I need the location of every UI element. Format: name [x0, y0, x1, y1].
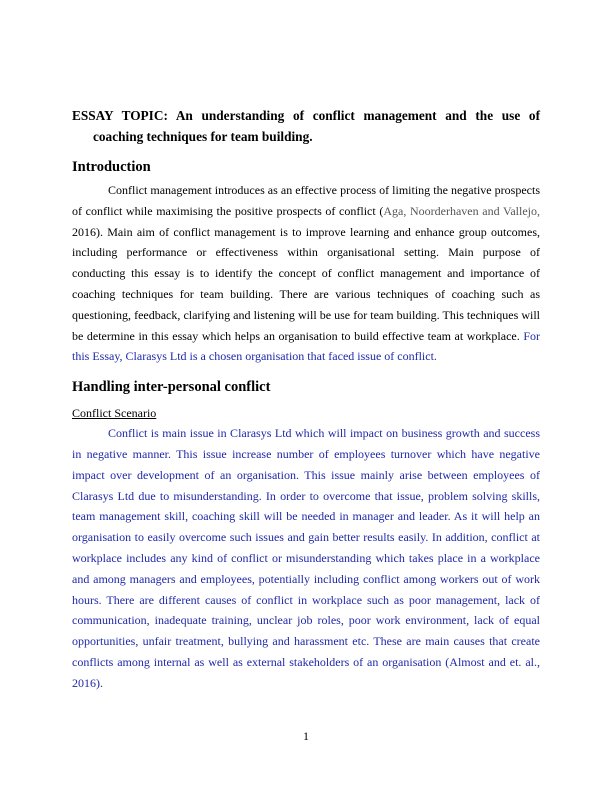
introduction-heading: Introduction — [72, 159, 151, 175]
essay-topic — [72, 105, 540, 147]
essay-topic-text: An understanding of conflict management and the use of coaching techniques for team building. — [93, 108, 540, 144]
introduction-text-part-2: 2016). Main aim of conflict management is to improve learning and enhance group outcomes, including performance or effectiveness within organisational setting. Main purpose of conducting this essay is to identify the concept of conflict management and importance of coaching techniques for team building. There are various techniques of coaching such as questioning, feedback, clarifying and listening will be use for team building. This techniques will be determine in this essay which helps an organisation to build effective team at workplace. — [72, 224, 540, 343]
introduction-paragraph — [72, 180, 540, 367]
essay-topic-label: ESSAY TOPIC: — [72, 108, 176, 123]
introduction-text-part-1: Conflict management introduces as an effective process of limiting the negative prospects of conflict while maximising the positive prospects of conflict ( — [72, 183, 540, 218]
introduction-organisation-note: For this Essay, Clarasys Ltd is a chosen organisation that faced issue of conflict. — [72, 328, 540, 364]
introduction-citation: Aga, Noorderhaven and Vallejo, — [383, 203, 540, 218]
document-page — [72, 105, 540, 694]
handling-conflict-heading: Handling inter-personal conflict — [72, 379, 271, 396]
page-number: 1 — [303, 729, 309, 743]
conflict-scenario-paragraph: Conflict is main issue in Clarasys Ltd which will impact on business growth and success in negative manner. This issue increase number of employees turnover which have negative impact over development of an organisation. This issue mainly arise between employees of Clarasys Ltd due to misunderstanding. In order to overcome that issue, problem solving skills, team management skill, coaching skill will be needed in manager and leader. As it will help an organisation to easily overcome such issues and gain better results easily. In addition, conflict at workplace includes any kind of conflict or misunderstanding which takes place in a workplace and among managers and employees, potentially including conflict among workers out of work hours. There are different causes of conflict in workplace such as poor management, lack of communication, inadequate training, unclear job roles, poor work environment, lack of equal opportunities, unfair treatment, bullying and harassment etc. These are main causes that create conflicts among internal as well as external stakeholders of an organisation (Almost and et. al., 2016). — [72, 426, 540, 690]
conflict-scenario-subheading: Conflict Scenario — [72, 406, 157, 421]
